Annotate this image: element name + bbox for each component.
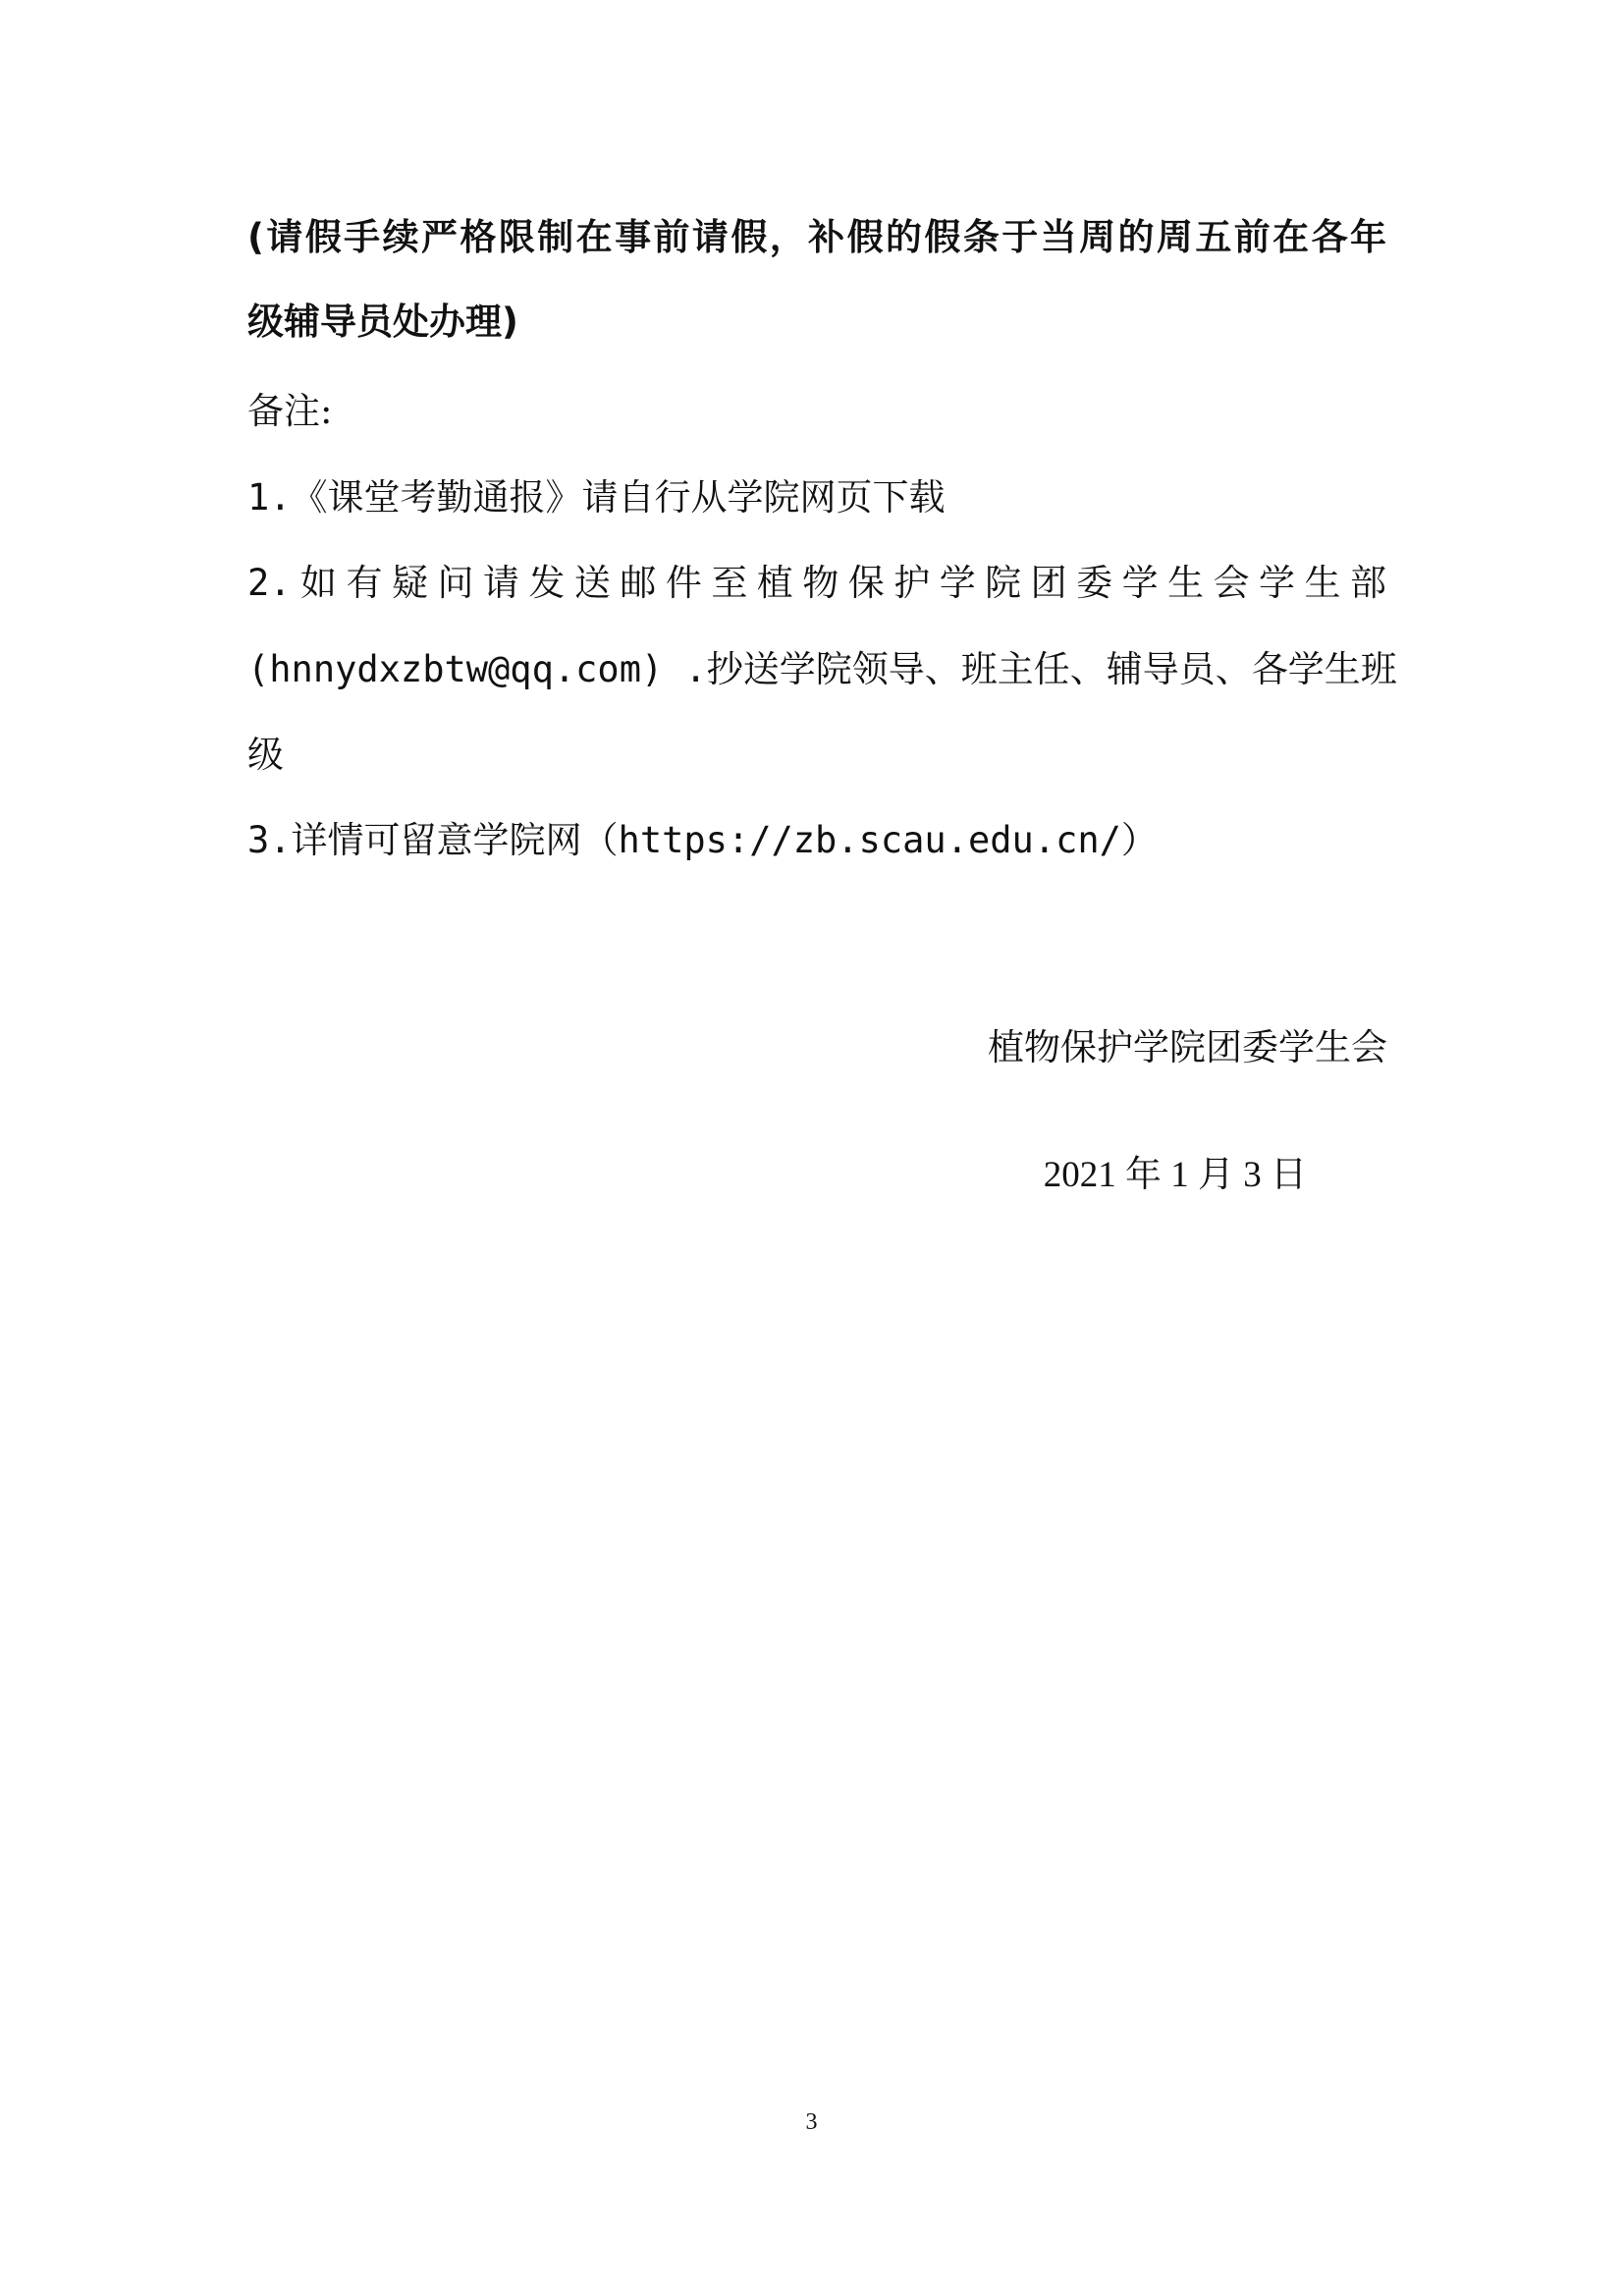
page-number: 3	[805, 2109, 818, 2135]
remark-item-2-line-3: 级	[247, 734, 284, 776]
remark-item-1: 1.《课堂考勤通报》请自行从学院网页下载	[247, 476, 946, 519]
remark-item-2-line-2: (hnnydxzbtw@qq.com) .抄送学院领导、班主任、辅导员、各学生班	[247, 648, 1397, 690]
remark-item-3: 3.详情可留意学院网（https://zb.scau.edu.cn/）	[247, 819, 1158, 861]
notice-bold-line-1: (请假手续严格限制在事前请假，补假的假条于当周的周五前在各年	[247, 216, 1386, 258]
signature-date: 2021 年 1 月 3 日	[1043, 1155, 1307, 1195]
remarks-label: 备注:	[247, 390, 333, 432]
notice-bold-line-2: 级辅导员处办理)	[247, 301, 518, 343]
remark-item-2-line-1: 2.如有疑问请发送邮件至植物保护学院团委学生会学生部	[247, 562, 1386, 604]
signature-organization: 植物保护学院团委学生会	[988, 1026, 1387, 1068]
